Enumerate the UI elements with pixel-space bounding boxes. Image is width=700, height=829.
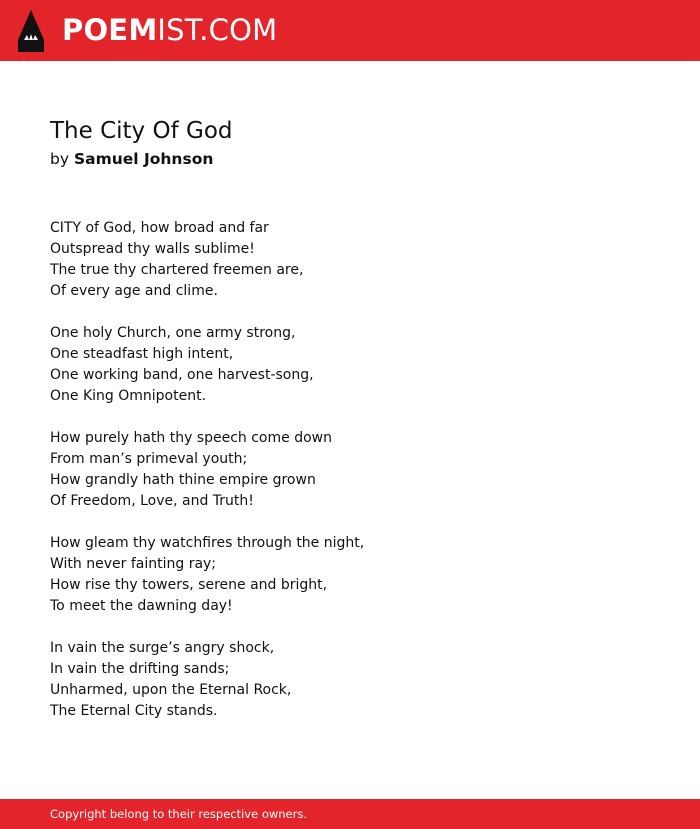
poem-stanza: [50, 428, 650, 512]
poem-line: One King Omnipotent.: [50, 388, 207, 404]
pen-nib-icon: [18, 10, 44, 52]
site-header: [0, 0, 700, 61]
poem-line: In vain the surge’s angry shock,: [50, 640, 275, 656]
poem-line: Outspread thy walls sublime!: [50, 241, 255, 257]
poem-stanza: [50, 638, 650, 722]
poem-line: Of Freedom, Love, and Truth!: [50, 493, 254, 509]
logo-light-text: IST.COM: [157, 13, 278, 47]
poem-line: Unharmed, upon the Eternal Rock,: [50, 682, 292, 698]
copyright-notice: Copyright belong to their respective owners.: [50, 807, 308, 821]
poem-line: CITY of God, how broad and far: [50, 220, 269, 236]
poem-line: In vain the drifting sands;: [50, 661, 230, 677]
poem-body: [50, 218, 650, 743]
poem-line: One steadfast high intent,: [50, 346, 234, 362]
poem-author: Samuel Johnson: [73, 150, 214, 168]
poem-stanza: [50, 218, 650, 302]
poem-line: With never fainting ray;: [50, 556, 217, 572]
poem-line: How rise thy towers, serene and bright,: [50, 577, 328, 593]
poem-line: How gleam thy watchfires through the night,: [50, 535, 365, 551]
poem-stanza: [50, 323, 650, 407]
logo-bold-text: POEM: [62, 13, 158, 47]
site-logo[interactable]: [62, 13, 277, 47]
poem-line: One holy Church, one army strong,: [50, 325, 296, 341]
poem-byline: [50, 148, 213, 170]
by-label: by: [50, 150, 70, 168]
poem-line: From man’s primeval youth;: [50, 451, 248, 467]
poem-line: To meet the dawning day!: [50, 598, 233, 614]
poem-stanza: [50, 533, 650, 617]
poem-title: The City Of God: [50, 118, 233, 144]
poem-line: How grandly hath thine empire grown: [50, 472, 316, 488]
poem-line: One working band, one harvest-song,: [50, 367, 314, 383]
poem-line: The true thy chartered freemen are,: [50, 262, 304, 278]
site-footer: [0, 799, 700, 829]
poem-line: How purely hath thy speech come down: [50, 430, 332, 446]
poem-line: The Eternal City stands.: [50, 703, 218, 719]
poem-line: Of every age and clime.: [50, 283, 218, 299]
